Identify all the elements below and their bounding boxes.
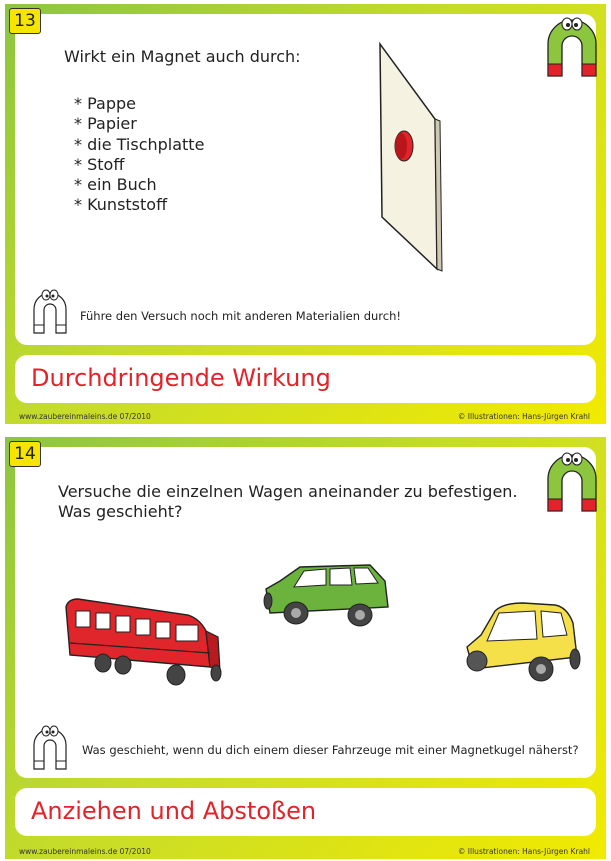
card-13-number: 13 — [9, 8, 41, 34]
card-13-title: Durchdringende Wirkung — [31, 364, 331, 392]
card-14-question-line2: Was geschieht? — [58, 502, 183, 521]
material-item: * Stoff — [74, 155, 204, 175]
magnet-mascot-icon — [542, 449, 602, 517]
bus-illustration — [58, 597, 223, 697]
card-14-number: 14 — [9, 441, 41, 467]
material-item: * Papier — [74, 114, 204, 134]
card-13 — [5, 4, 606, 424]
magnet-outline-icon — [30, 725, 70, 771]
card-13-question: Wirkt ein Magnet auch durch: — [64, 47, 301, 66]
material-item: * Pappe — [74, 94, 204, 114]
card-14-footer — [19, 847, 590, 856]
card-13-hint: Führe den Versuch noch mit anderen Materialien durch! — [80, 309, 401, 323]
board-with-magnet-illustration — [370, 39, 450, 279]
footer-website: www.zaubereinmaleins.de 07/2010 — [19, 847, 151, 856]
card-14-title-panel — [15, 788, 596, 836]
card-14-content-panel — [15, 447, 596, 778]
yellow-car-illustration — [463, 597, 581, 687]
materials-list — [74, 94, 204, 216]
card-13-content-panel — [15, 14, 596, 345]
card-14-question-line1: Versuche die einzelnen Wagen aneinander zu befestigen. — [58, 482, 518, 501]
footer-website: www.zaubereinmaleins.de 07/2010 — [19, 412, 151, 421]
material-item: * Kunststoff — [74, 195, 204, 215]
card-14-title: Anziehen und Abstoßen — [31, 797, 317, 825]
card-13-title-panel — [15, 355, 596, 403]
green-car-illustration — [260, 557, 395, 632]
card-13-footer — [19, 412, 590, 421]
card-14 — [5, 437, 606, 859]
material-item: * die Tischplatte — [74, 135, 204, 155]
footer-credits: © Illustrationen: Hans-Jürgen Krahl — [457, 412, 590, 421]
material-item: * ein Buch — [74, 175, 204, 195]
footer-credits: © Illustrationen: Hans-Jürgen Krahl — [457, 847, 590, 856]
card-14-hint: Was geschieht, wenn du dich einem dieser Fahrzeuge mit einer Magnetkugel näherst? — [82, 743, 579, 757]
magnet-mascot-icon — [542, 14, 602, 82]
magnet-outline-icon — [30, 289, 70, 335]
